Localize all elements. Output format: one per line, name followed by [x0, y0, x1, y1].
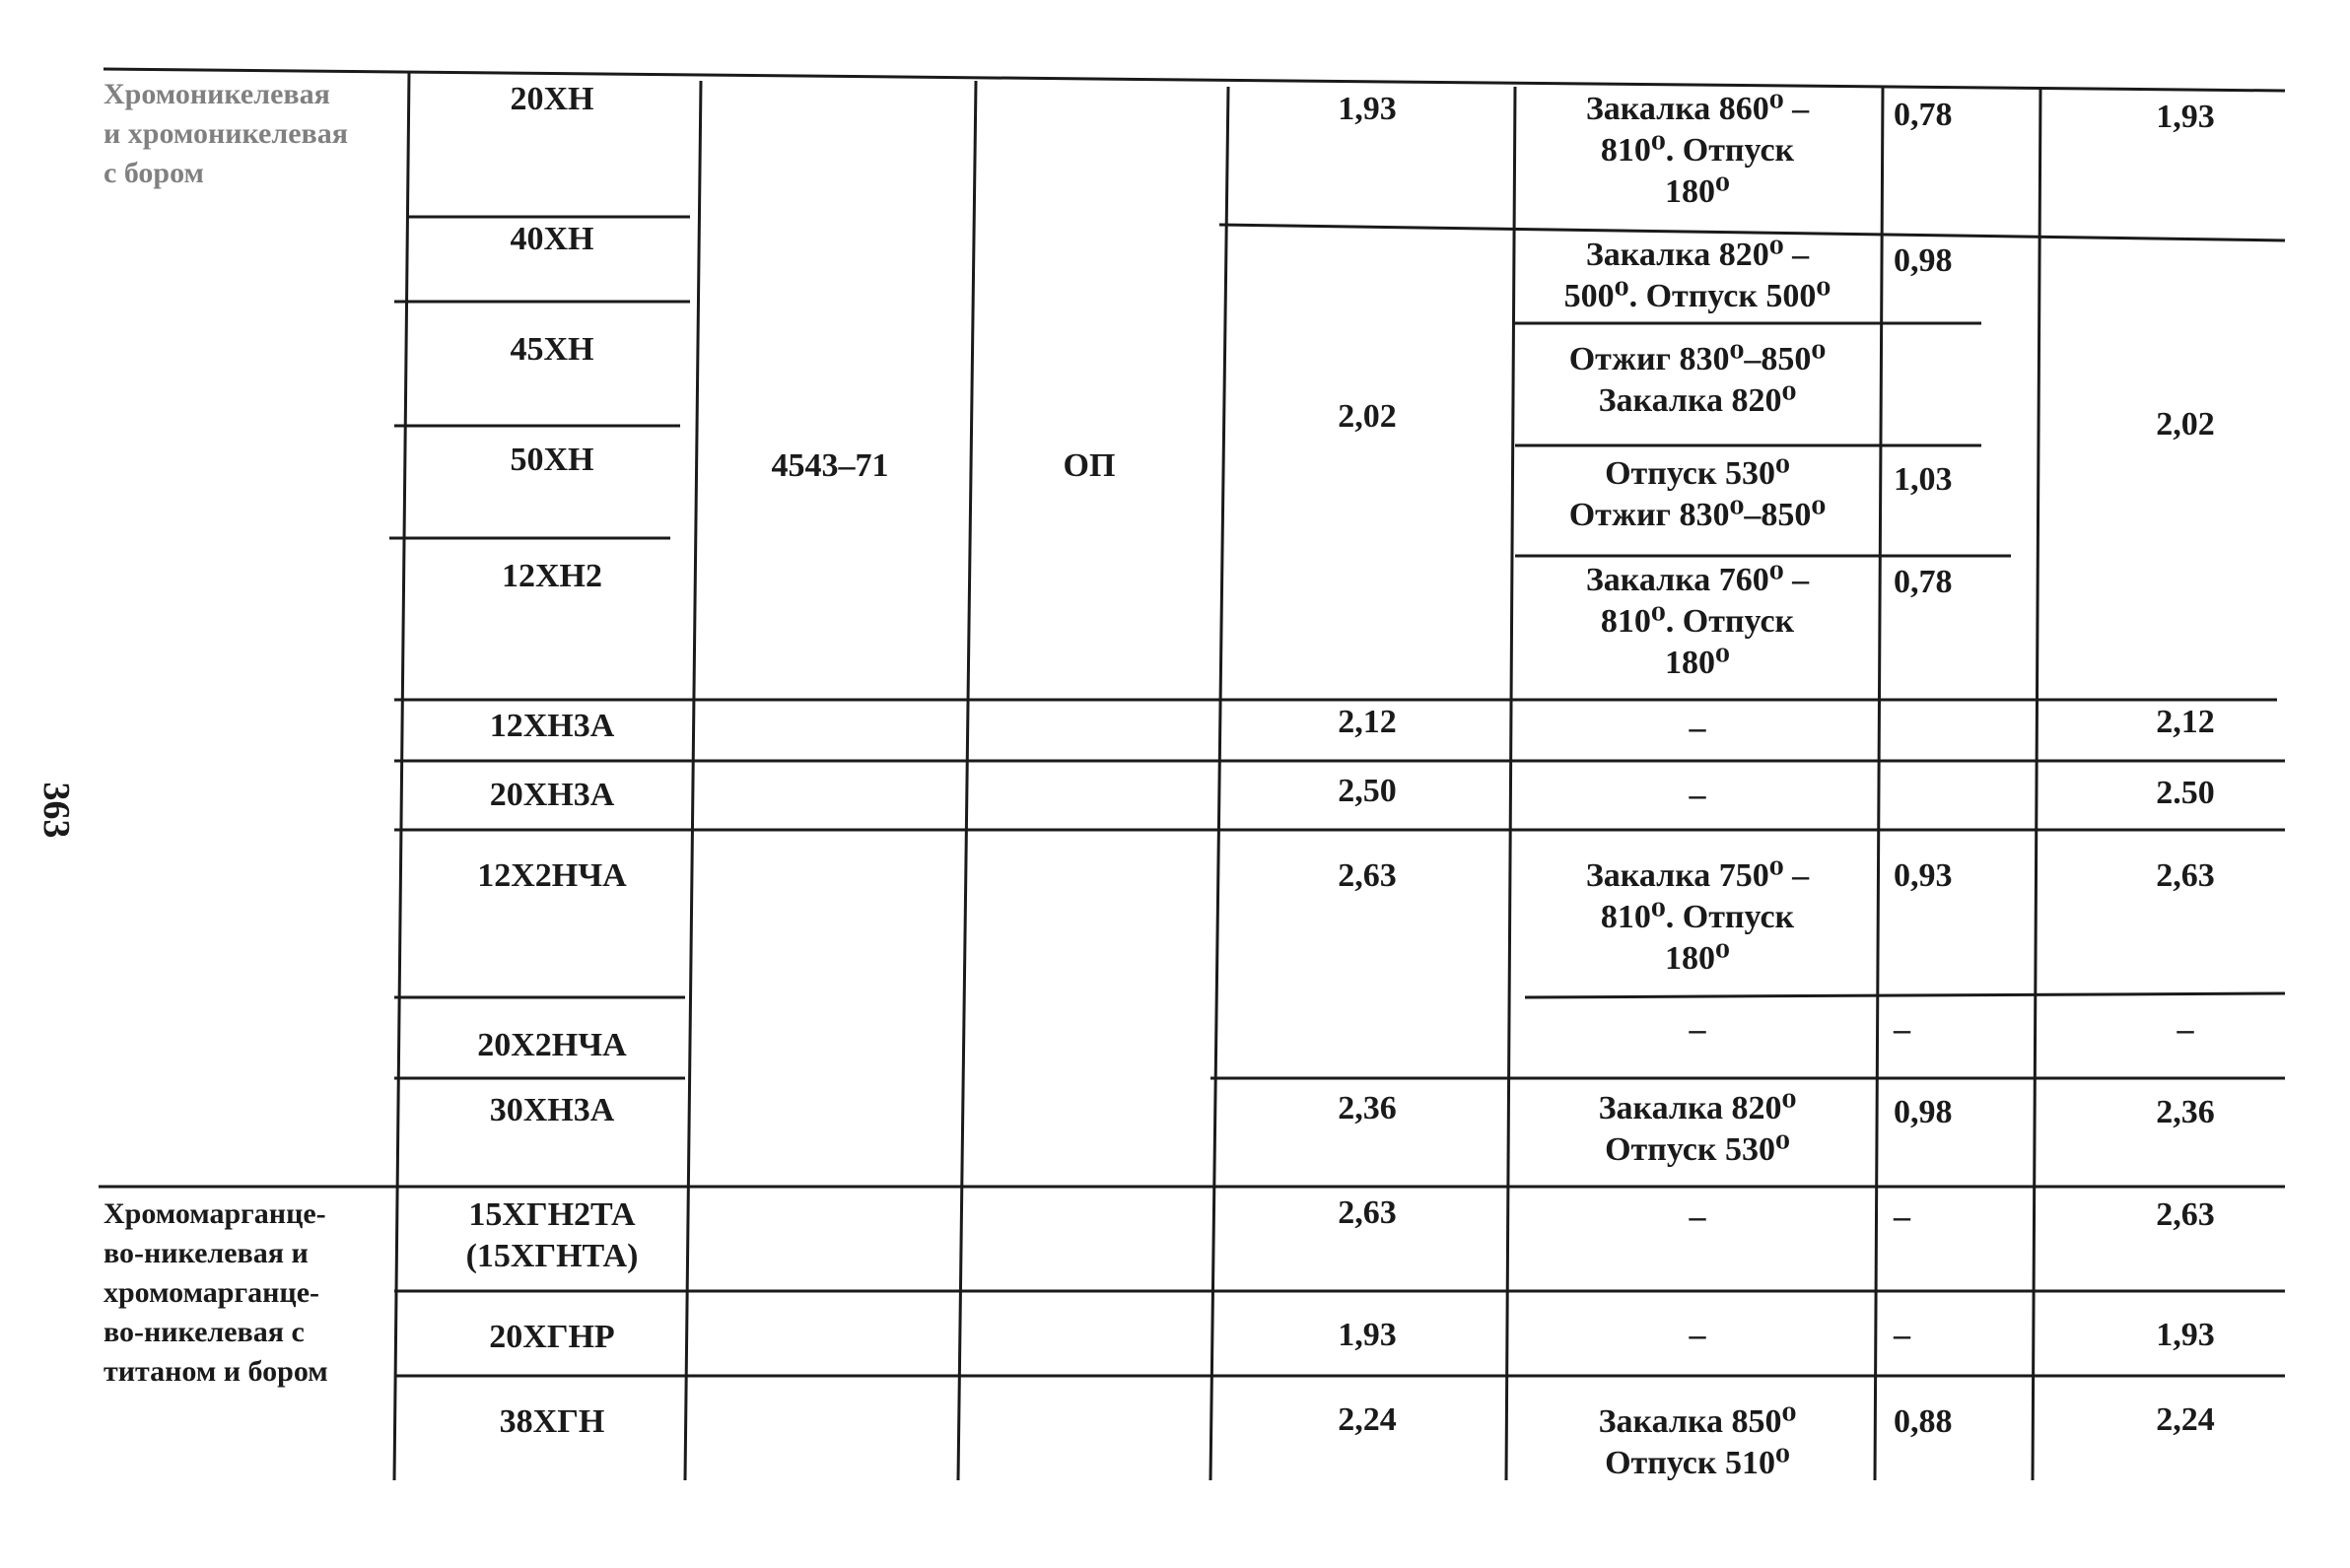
coef-cell: 1,03 — [1894, 461, 1953, 498]
value-b-cell: – — [2177, 1011, 2194, 1048]
treatment-cell: Закалка 820⁰ – 500⁰. Отпуск 500⁰ — [1563, 237, 1832, 314]
value-b-cell: 2,24 — [2156, 1401, 2215, 1438]
value-a-cell: 1,93 — [1338, 1317, 1397, 1353]
value-b-cell: 2.50 — [2156, 775, 2215, 811]
grade-cell: 20ХН3А — [489, 777, 615, 813]
grade-cell: 12Х2НЧА — [477, 857, 627, 894]
treatment-cell: Отпуск 530⁰ Отжиг 830⁰–850⁰ — [1568, 455, 1827, 533]
treatment-cell: – — [1689, 1198, 1706, 1235]
value-a-cell: 2,24 — [1338, 1401, 1397, 1438]
grade-cell: 40ХН — [510, 221, 594, 257]
treatment-cell: – — [1689, 710, 1706, 746]
grade-cell: 45ХН — [510, 331, 594, 368]
value-b-cell: 1,93 — [2156, 1317, 2215, 1353]
page-number: 363 — [35, 782, 77, 839]
value-a-cell: 2,36 — [1338, 1090, 1397, 1126]
grade-cell: 50ХН — [510, 442, 594, 478]
value-a-cell: 2,63 — [1338, 857, 1397, 894]
grade-cell: 12ХН2 — [502, 558, 602, 594]
value-a-cell: 2,02 — [1338, 398, 1397, 435]
coef-cell: 0,78 — [1894, 564, 1953, 600]
class-code: ОП — [1063, 447, 1116, 484]
value-b-cell: 2,12 — [2156, 704, 2215, 740]
coef-cell: 0,78 — [1894, 97, 1953, 133]
coef-cell: 0,88 — [1894, 1403, 1953, 1440]
treatment-cell: Закалка 750⁰ – 810⁰. Отпуск 180⁰ — [1585, 857, 1810, 977]
value-a-cell: 2,12 — [1338, 704, 1397, 740]
coef-cell: – — [1894, 1317, 1910, 1353]
treatment-cell: Закалка 850⁰ Отпуск 510⁰ — [1598, 1403, 1797, 1481]
grade-cell: 38ХГН — [499, 1403, 605, 1440]
grade-cell: 15ХГН2ТА (15ХГНТА) — [465, 1196, 639, 1274]
group-label-chromium-manganese-nickel: Хромомарганце- во-никелевая и хромомарганце- во-никелевая с титаном и бором — [104, 1197, 328, 1388]
grade-cell: 12ХН3А — [489, 708, 615, 744]
grade-cell: 30ХН3А — [489, 1092, 615, 1128]
treatment-cell: – — [1689, 1011, 1706, 1048]
coef-cell: 0,98 — [1894, 1094, 1953, 1130]
coef-cell: 0,98 — [1894, 242, 1953, 279]
value-b-cell: 1,93 — [2156, 99, 2215, 135]
treatment-cell: – — [1689, 777, 1706, 813]
treatment-cell: Закалка 820⁰ Отпуск 530⁰ — [1598, 1090, 1797, 1168]
value-b-cell: 2,63 — [2156, 1196, 2215, 1233]
value-a-cell: 1,93 — [1338, 91, 1397, 127]
group-label-chromium-nickel: Хромоникелевая и хромоникелевая с бором — [104, 78, 348, 189]
treatment-cell: – — [1689, 1317, 1706, 1353]
coef-cell: – — [1894, 1011, 1910, 1048]
treatment-cell: Закалка 760⁰ – 810⁰. Отпуск 180⁰ — [1585, 562, 1810, 681]
value-b-cell: 2,36 — [2156, 1094, 2215, 1130]
coef-cell: 0,93 — [1894, 857, 1953, 894]
grade-cell: 20Х2НЧА — [477, 1027, 627, 1063]
gost-number: 4543–71 — [771, 447, 889, 484]
grade-cell: 20ХГНР — [489, 1319, 615, 1355]
value-a-cell: 2,63 — [1338, 1194, 1397, 1231]
treatment-cell: Отжиг 830⁰–850⁰ Закалка 820⁰ — [1568, 341, 1827, 419]
grade-cell: 20ХН — [510, 81, 594, 117]
coef-cell: – — [1894, 1198, 1910, 1235]
value-a-cell: 2,50 — [1338, 773, 1397, 809]
value-b-cell: 2,02 — [2156, 406, 2215, 443]
value-b-cell: 2,63 — [2156, 857, 2215, 894]
treatment-cell: Закалка 860⁰ – 810⁰. Отпуск 180⁰ — [1585, 91, 1810, 210]
